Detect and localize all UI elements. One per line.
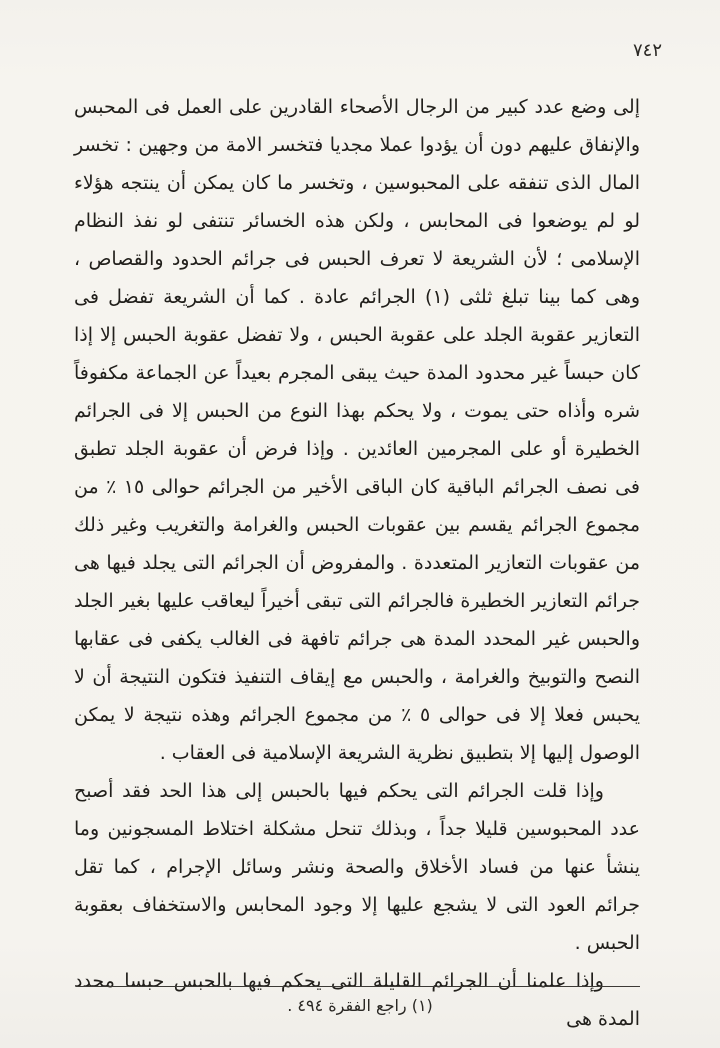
paragraph: إلى وضع عدد كبير من الرجال الأصحاء القادرين على العمل فى المحبس والإنفاق عليهم دون أن يؤدوا عملا مجديا فتخسر الامة من وجهين : تخسر المال الذى تنفقه على المحبوسين ، وتخسر ما كان يمكن أن ينتجه هؤلاء لو لم يوضعوا فى المحابس ، ولكن هذه الخسائر تنتفى لو نفذ النظام الإسلامى ؛ لأن الشريعة لا تعرف الحبس فى جرائم الحدود والقصاص ، وهى كما بينا تبلغ ثلثى (١) الجرائم عادة . كما أن الشريعة تفضل فى التعازير عقوبة الجلد على عقوبة الحبس ، ولا تفضل عقوبة الحبس إلا إذا كان حبساً غير محدود المدة حيث يبقى المجرم بعيداً عن الجماعة مكفوفاً شره وأذاه حتى يموت ، ولا يحكم بهذا النوع من الحبس إلا فى الجرائم الخطيرة أو على المجرمين العائدين . وإذا فرض أن عقوبة الجلد تطبق فى نصف الجرائم الباقية كان الباقى الأخير من الجرائم حوالى ١٥ ٪ من مجموع الجرائم يقسم بين عقوبات الحبس والغرامة والتغريب وغير ذلك من عقوبات التعازير المتعددة . والمفروض أن الجرائم التى يجلد فيها هى جرائم التعازير الخطيرة فالجرائم التى تبقى أخيراً ليعاقب عليها بغير الجلد والحبس غير المحدد المدة هى جرائم تافهة فى الغالب يكفى فى عقابها النصح والتوبيخ والغرامة ، والحبس مع إيقاف التنفيذ فتكون النتيجة أن لا يحبس فعلا إلا فى حوالى ٥ ٪ من مجموع الجرائم وهذه نتيجة لا يمكن الوصول إليها إلا بتطبيق نظرية الشريعة الإسلامية فى العقاب .: [74, 96, 641, 764]
footnote-text: (١) راجع الفقرة ٤٩٤ .: [287, 996, 433, 1015]
paragraph: وإذا علمنا أن الجرائم القليلة التى يحكم فيها بالحبس حبسا محدد المدة هى: [74, 970, 640, 1030]
text-block: [74, 88, 640, 1038]
page-number: ٧٤٢: [632, 40, 662, 61]
footnote-divider: [76, 986, 640, 987]
paragraph: وإذا قلت الجرائم التى يحكم فيها بالحبس إلى هذا الحد فقد أصبح عدد المحبوسين قليلا جداً ، وبذلك تنحل مشكلة اختلاط المسجونين وما ينشأ عنها من فساد الأخلاق والصحة ونشر وسائل الإجرام ، كما تقل جرائم العود التى لا يشجع عليها إلا وجود المحابس والاستخفاف بعقوبة الحبس .: [74, 780, 640, 954]
